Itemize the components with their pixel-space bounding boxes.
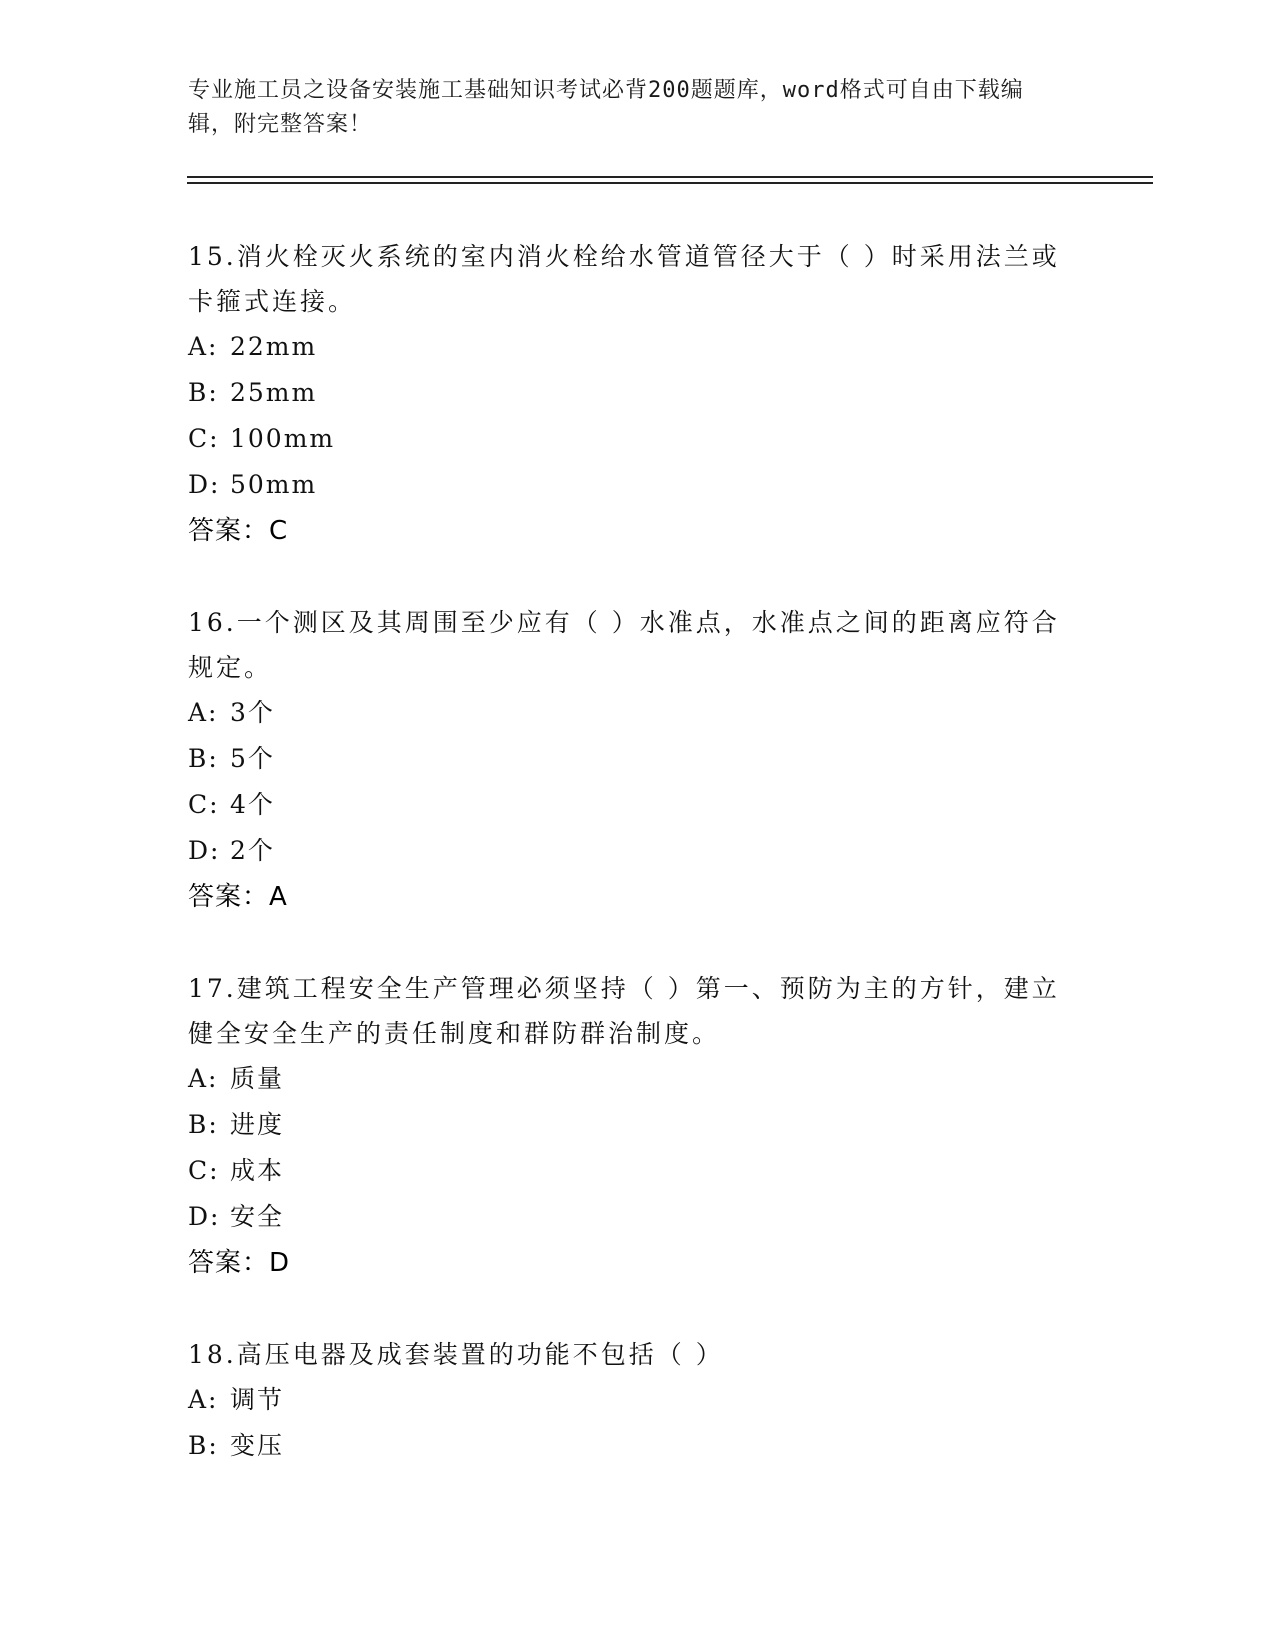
question-stem: 15.消火栓灭火系统的室内消火栓给水管道管径大于（ ）时采用法兰或卡箍式连接。 xyxy=(188,242,1060,316)
option-label: D: xyxy=(188,836,221,865)
option-text: 安全 xyxy=(230,1202,285,1231)
option-d xyxy=(188,1194,1068,1240)
option-text: 22mm xyxy=(230,332,318,361)
question-stem: 18.高压电器及成套装置的功能不包括（ ） xyxy=(188,1340,724,1369)
option-text: 4个 xyxy=(230,790,275,819)
answer-line: 答案：D xyxy=(188,1248,291,1278)
answer-line: 答案：C xyxy=(188,516,289,546)
option-c xyxy=(188,1148,1068,1194)
option-text: 100mm xyxy=(230,424,336,453)
option-b xyxy=(188,370,1068,416)
option-a xyxy=(188,690,1068,736)
option-text: 25mm xyxy=(230,378,318,407)
option-c xyxy=(188,416,1068,462)
option-d xyxy=(188,462,1068,508)
option-label: C: xyxy=(188,1156,220,1185)
question-stem: 17.建筑工程安全生产管理必须坚持（ ）第一、预防为主的方针，建立健全安全生产的责任制度和群防群治制度。 xyxy=(188,974,1060,1048)
option-b xyxy=(188,1423,1068,1469)
question-17 xyxy=(188,966,1068,1286)
option-b xyxy=(188,1102,1068,1148)
option-label: D: xyxy=(188,470,221,499)
option-label: C: xyxy=(188,424,220,453)
option-label: B: xyxy=(188,378,219,407)
option-label: A: xyxy=(188,1064,219,1093)
option-label: B: xyxy=(188,1110,219,1139)
header-divider-top xyxy=(187,176,1153,178)
option-text: 调节 xyxy=(230,1385,285,1414)
option-a xyxy=(188,1056,1068,1102)
question-15 xyxy=(188,234,1068,554)
option-label: A: xyxy=(188,1385,219,1414)
header-divider-bottom xyxy=(187,182,1153,184)
option-label: A: xyxy=(188,332,219,361)
option-label: C: xyxy=(188,790,220,819)
option-text: 3个 xyxy=(230,698,275,727)
question-stem: 16.一个测区及其周围至少应有（ ）水准点，水准点之间的距离应符合规定。 xyxy=(188,608,1060,682)
option-label: B: xyxy=(188,744,219,773)
option-label: A: xyxy=(188,698,219,727)
question-18 xyxy=(188,1332,1068,1469)
option-text: 50mm xyxy=(230,470,318,499)
option-text: 成本 xyxy=(230,1156,285,1185)
option-b xyxy=(188,736,1068,782)
option-text: 变压 xyxy=(230,1431,285,1460)
option-label: B: xyxy=(188,1431,219,1460)
answer-line: 答案：A xyxy=(188,882,288,912)
option-label: D: xyxy=(188,1202,221,1231)
document-header: 专业施工员之设备安装施工基础知识考试必背200题题库，word格式可自由下载编辑，附完整答案！ xyxy=(188,78,1024,137)
option-text: 2个 xyxy=(230,836,275,865)
option-a xyxy=(188,1377,1068,1423)
option-text: 5个 xyxy=(230,744,275,773)
option-a xyxy=(188,324,1068,370)
option-text: 进度 xyxy=(230,1110,285,1139)
option-c xyxy=(188,782,1068,828)
option-d xyxy=(188,828,1068,874)
question-16 xyxy=(188,600,1068,920)
option-text: 质量 xyxy=(230,1064,285,1093)
